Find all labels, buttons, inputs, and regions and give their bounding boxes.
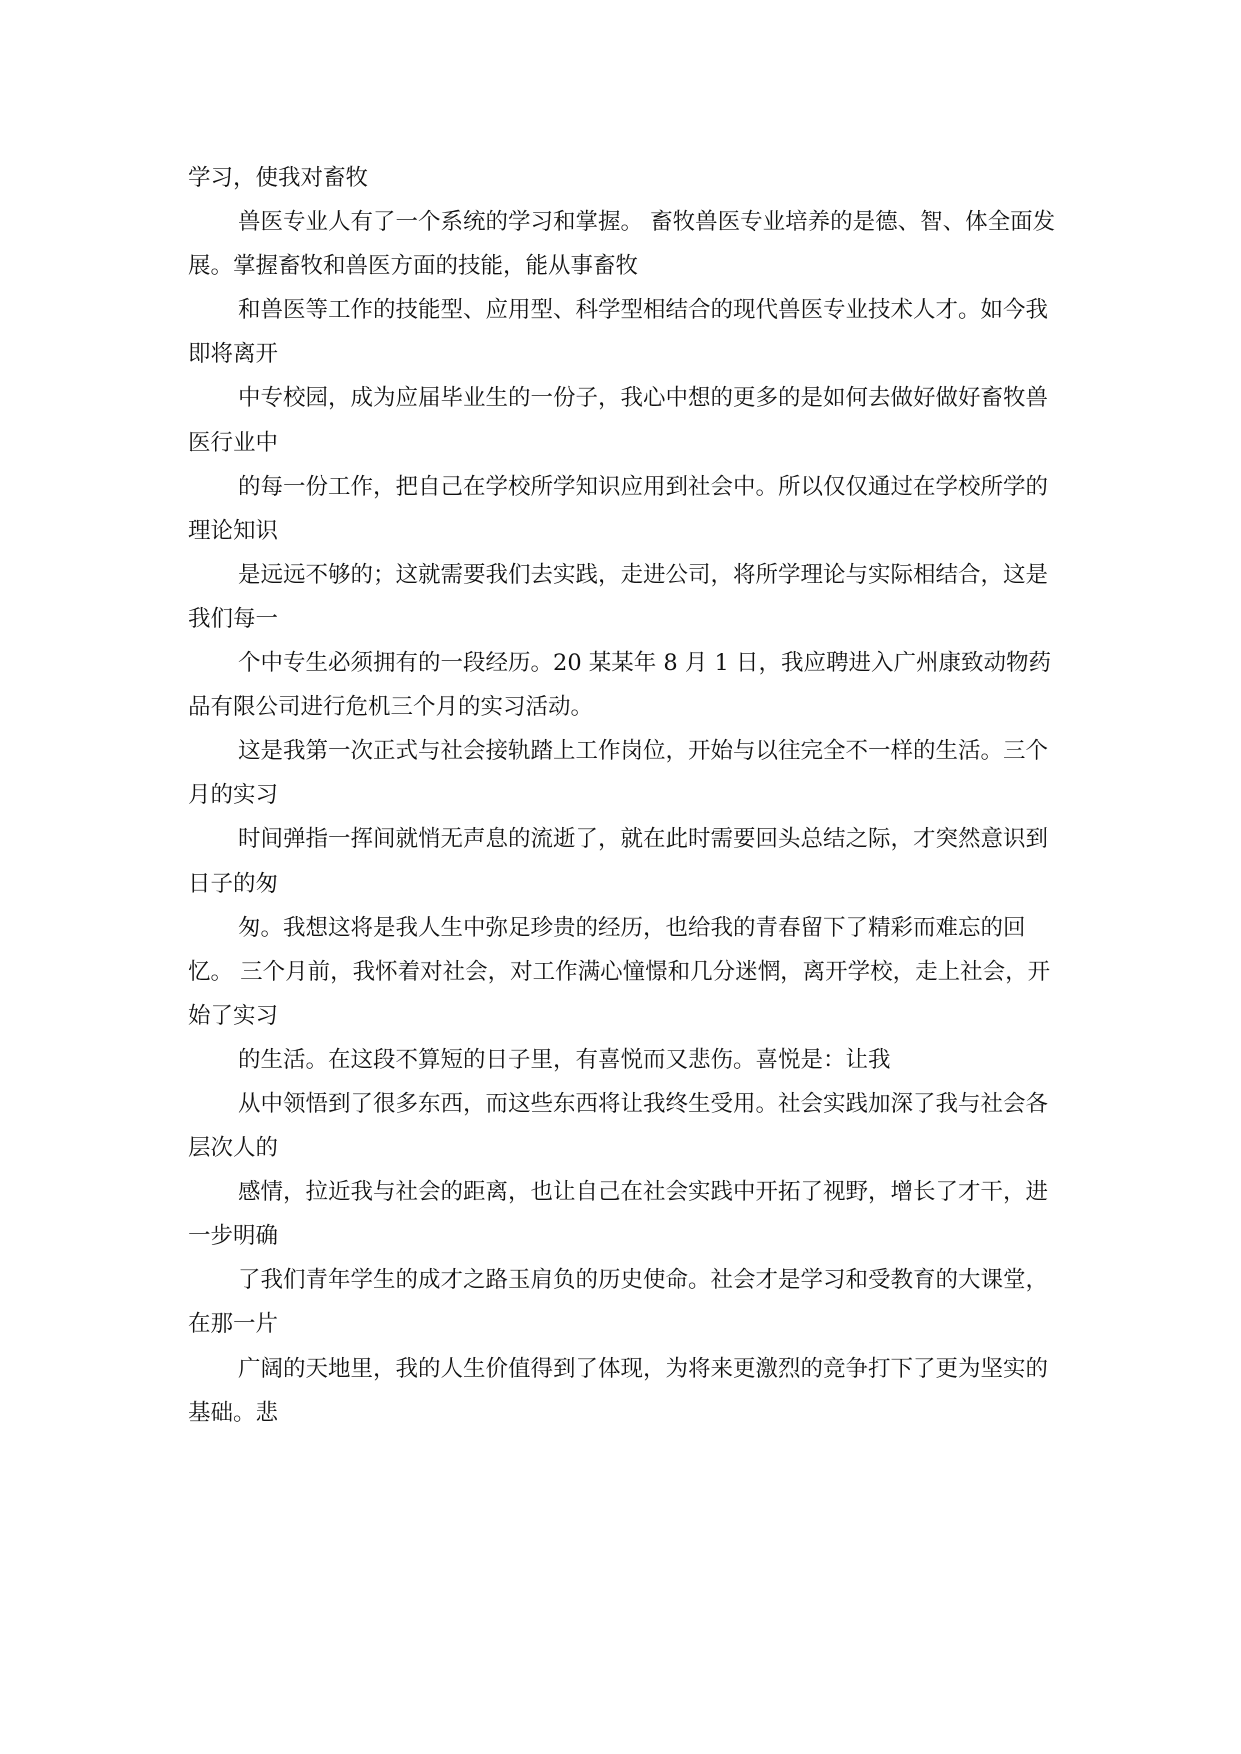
paragraph-6: 是远远不够的；这就需要我们去实践，走进公司，将所学理论与实际相结合，这是我们每一	[188, 561, 1049, 632]
paragraph-4: 中专校园，成为应届毕业生的一份子，我心中想的更多的是如何去做好做好畜牧兽医行业中	[188, 385, 1049, 456]
paragraph-7: 个中专生必须拥有的一段经历。20 某某年 8 月 1 日，我应聘进入广州康致动物药品有限公司进行危机三个月的实习活动。	[188, 650, 1052, 721]
paragraph-14: 了我们青年学生的成才之路玉肩负的历史使命。社会才是学习和受教育的大课堂，在那一片	[188, 1267, 1049, 1338]
paragraph-2: 兽医专业人有了一个系统的学习和掌握。 畜牧兽医专业培养的是德、智、体全面发展。掌握畜牧和兽医方面的技能，能从事畜牧	[188, 209, 1056, 280]
paragraph-10: 匆。我想这将是我人生中弥足珍贵的经历，也给我的青春留下了精彩而难忘的回忆。 三个月前，我怀着对社会，对工作满心憧憬和几分迷惘，离开学校，走上社会，开始了实习	[188, 914, 1051, 1029]
document-body	[188, 156, 1058, 1435]
paragraph-12: 从中领悟到了很多东西，而这些东西将让我终生受用。社会实践加深了我与社会各层次人的	[188, 1090, 1049, 1162]
paragraph-9: 时间弹指一挥间就悄无声息的流逝了，就在此时需要回头总结之际，才突然意识到日子的匆	[188, 826, 1049, 897]
paragraph-15: 广阔的天地里，我的人生价值得到了体现，为将来更激烈的竞争打下了更为坚实的基础。悲	[188, 1355, 1049, 1426]
paragraph-3: 和兽医等工作的技能型、应用型、科学型相结合的现代兽医专业技术人才。如今我即将离开	[188, 297, 1049, 368]
paragraph-5: 的每一份工作，把自己在学校所学知识应用到社会中。所以仅仅通过在学校所学的理论知识	[188, 473, 1049, 544]
paragraph-1: 学习，使我对畜牧	[188, 165, 369, 191]
paragraph-11: 的生活。在这段不算短的日子里，有喜悦而又悲伤。喜悦是：让我	[238, 1046, 891, 1073]
paragraph-8: 这是我第一次正式与社会接轨踏上工作岗位，开始与以往完全不一样的生活。三个月的实习	[188, 738, 1049, 809]
paragraph-13: 感情，拉近我与社会的距离，也让自己在社会实践中开拓了视野，增长了才干，进一步明确	[188, 1179, 1049, 1250]
